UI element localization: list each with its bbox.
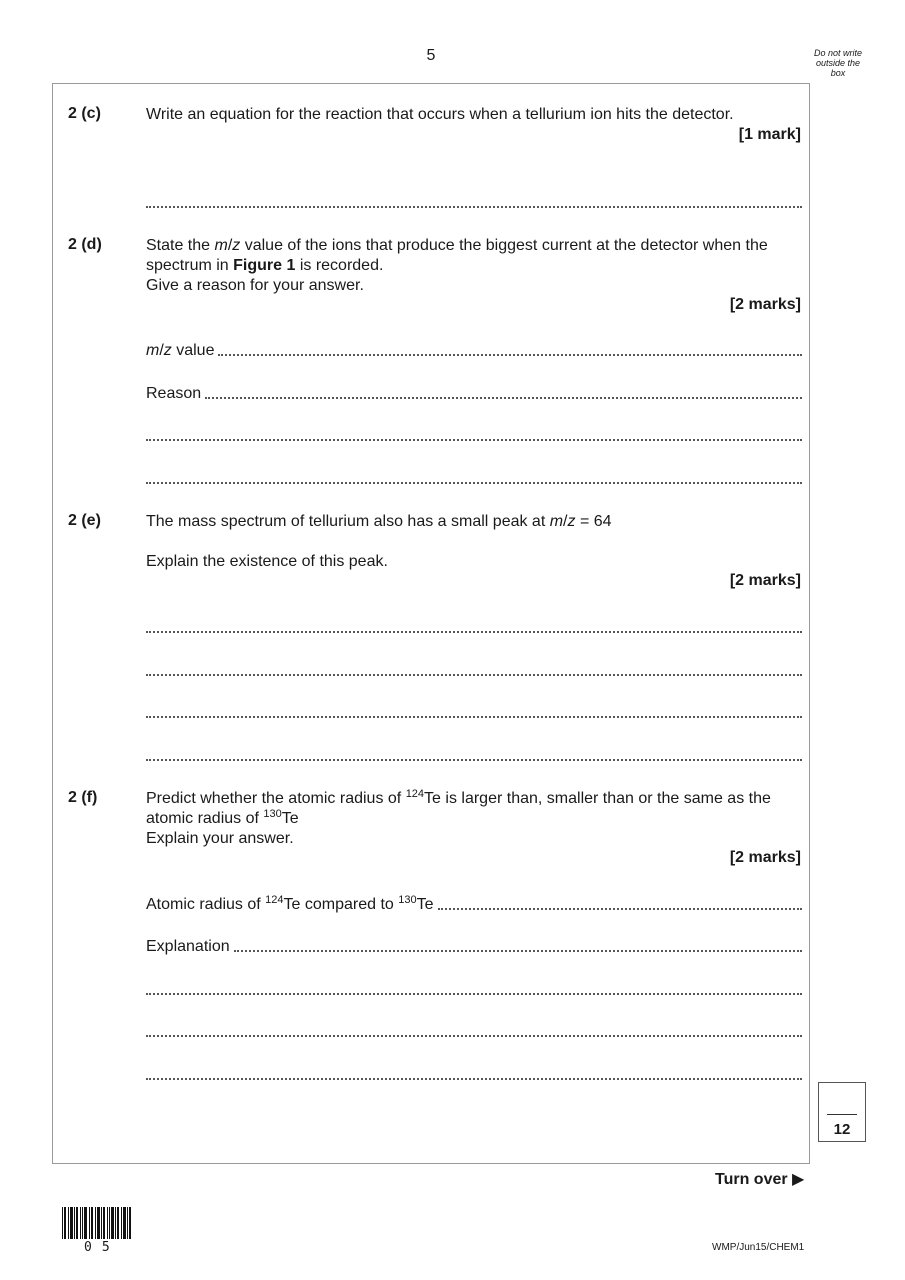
page-number: 5 (426, 47, 436, 64)
question-2c-marks: [1 mark] (738, 126, 801, 143)
mz-value-answer-line[interactable] (146, 342, 802, 360)
element-symbol: Te (283, 896, 301, 913)
reason-answer-line[interactable] (146, 385, 802, 403)
text-segment: is recorded. (295, 257, 384, 274)
question-2e-marks: [2 marks] (729, 572, 801, 589)
margin-note-line: outside the (815, 58, 861, 68)
question-number-2d: 2 (d) (68, 236, 102, 253)
answer-line-2e[interactable] (146, 747, 802, 765)
question-number-2f: 2 (f) (68, 789, 98, 806)
answer-line-2c[interactable] (146, 194, 802, 212)
mz-slash: / (159, 342, 164, 359)
text-segment: The mass spectrum of tellurium also has a small peak at (146, 513, 550, 530)
label-suffix: value (171, 342, 215, 359)
mz-z: z (232, 237, 241, 254)
element-symbol: Te (281, 810, 299, 827)
isotope-mass-130: 130 (398, 894, 417, 906)
text-segment: Atomic radius of (146, 896, 266, 913)
margin-note-line: Do not write (813, 48, 863, 58)
answer-line-2f[interactable] (146, 981, 802, 999)
question-number-2c: 2 (c) (68, 105, 101, 122)
radius-comparison-answer-line[interactable] (146, 896, 802, 914)
text-segment: value of the ions that produce the biggest current at the detector when the spectrum in (146, 237, 768, 274)
mz-m: m (214, 237, 228, 254)
element-symbol: Te (424, 790, 441, 807)
question-2c-text: Write an equation for the reaction that occurs when a tellurium ion hits the detector. (146, 106, 734, 123)
text-segment: Predict whether the atomic radius of (146, 790, 406, 807)
radius-comparison-label (146, 896, 434, 914)
mz-m: m (549, 513, 564, 530)
text-segment: = 64 (575, 513, 612, 530)
barcode-icon (62, 1207, 132, 1239)
margin-note (806, 48, 870, 78)
answer-line-2d[interactable] (146, 470, 802, 488)
element-symbol: Te (416, 896, 434, 913)
question-number-2e: 2 (e) (68, 512, 101, 529)
paper-code: WMP/Jun15/CHEM1 (712, 1242, 805, 1253)
turn-over-label: Turn over ▶ (715, 1171, 805, 1188)
mz-m: m (146, 342, 160, 359)
answer-line-2f[interactable] (146, 1066, 802, 1084)
mz-z: z (163, 342, 172, 359)
barcode-number: 05 (84, 1240, 120, 1255)
question-2d-instruction: Give a reason for your answer. (146, 277, 364, 294)
isotope-mass-124: 124 (405, 788, 425, 800)
score-box (818, 1082, 866, 1142)
margin-note-line: box (830, 68, 846, 78)
question-2e-text (146, 512, 802, 532)
text-segment: compared to (300, 896, 399, 913)
mz-slash: / (563, 513, 568, 530)
explanation-label: Explanation (146, 938, 230, 955)
question-2e-instruction: Explain the existence of this peak. (146, 553, 388, 570)
isotope-mass-130: 130 (263, 808, 282, 820)
score-total: 12 (833, 1121, 851, 1138)
question-2f-instruction: Explain your answer. (146, 830, 294, 847)
score-rule (827, 1114, 857, 1115)
answer-line-2e[interactable] (146, 704, 802, 722)
text-segment: is larger than, smaller than or the same as the atomic radius of (146, 790, 771, 827)
question-2f-marks: [2 marks] (729, 849, 801, 866)
explanation-answer-line[interactable] (146, 938, 802, 956)
mz-z: z (567, 513, 576, 530)
question-2d-marks: [2 marks] (729, 296, 801, 313)
answer-line-2e[interactable] (146, 662, 802, 680)
answer-line-2f[interactable] (146, 1023, 802, 1041)
question-2d-text (146, 236, 802, 276)
reason-label: Reason (146, 385, 202, 402)
question-2f-text (146, 789, 802, 829)
figure-reference: Figure 1 (233, 257, 296, 274)
text-segment: State the (146, 237, 215, 254)
answer-line-2d[interactable] (146, 427, 802, 445)
mz-value-label (146, 342, 214, 360)
answer-line-2e[interactable] (146, 619, 802, 637)
isotope-mass-124: 124 (265, 894, 284, 906)
mz-slash: / (227, 237, 233, 254)
